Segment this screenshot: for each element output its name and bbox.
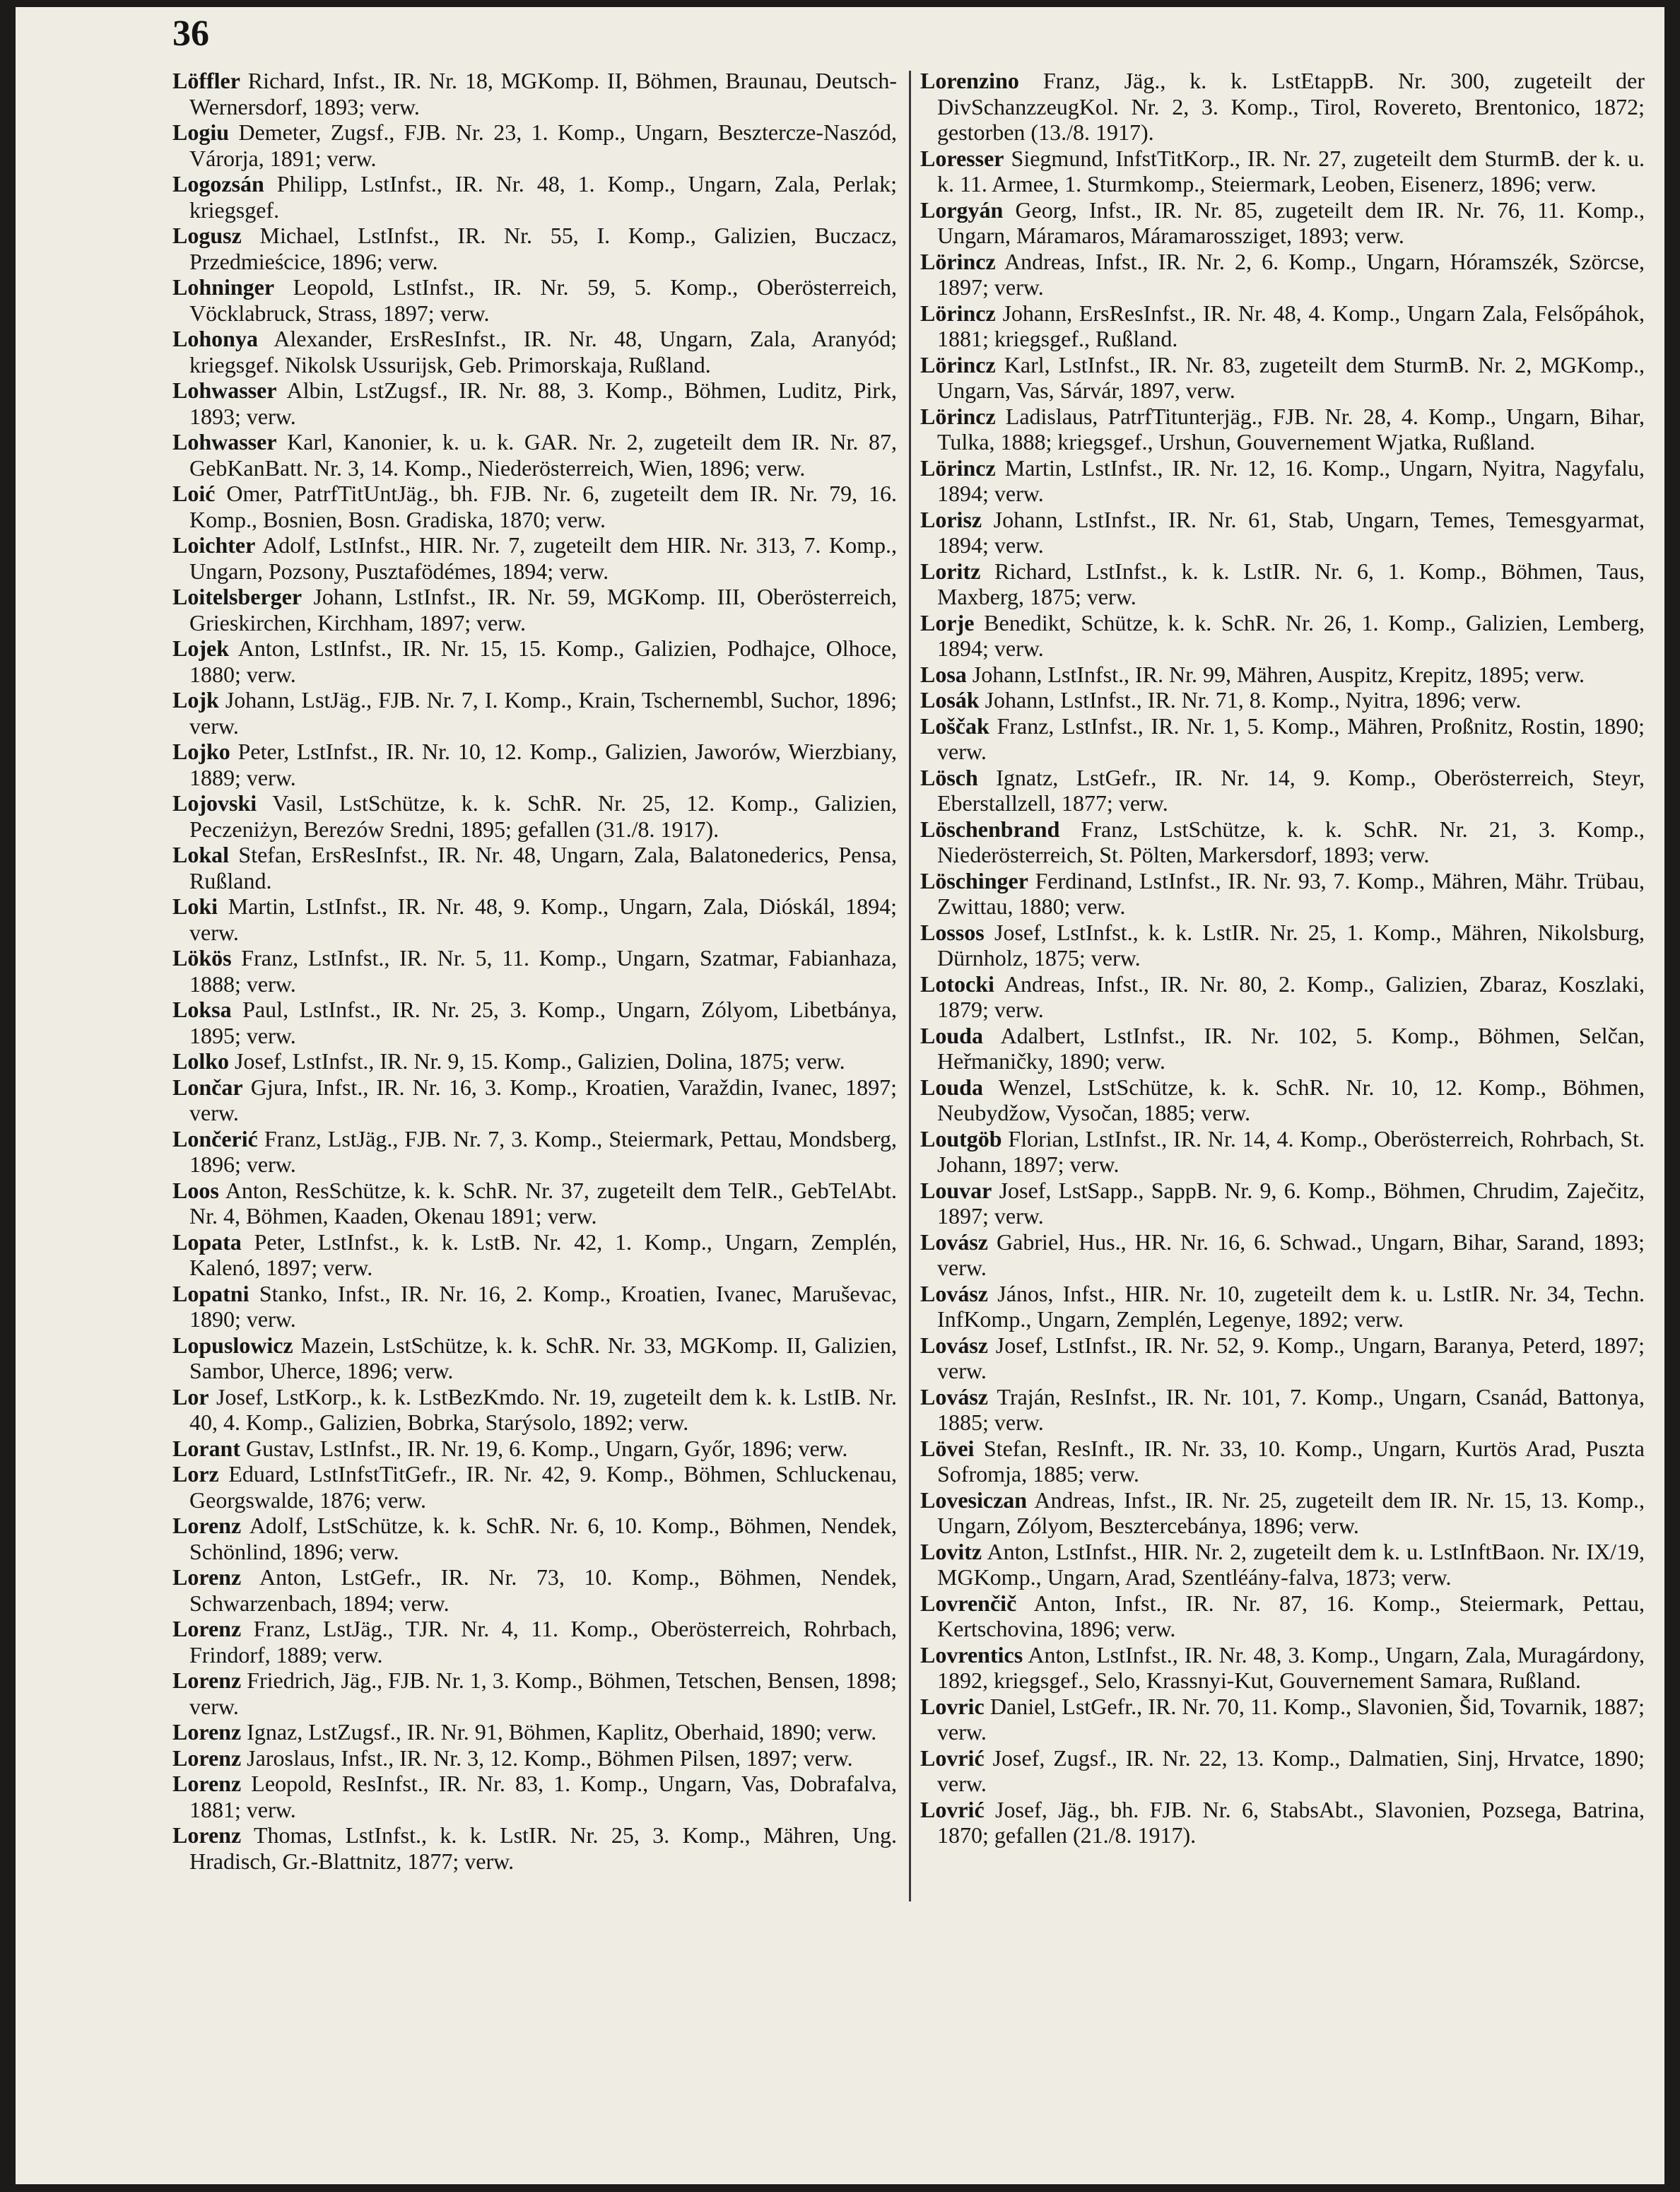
register-entry bbox=[172, 1668, 897, 1719]
entry-details: Anton, LstGefr., IR. Nr. 73, 10. Komp., Böhmen, Nendek, Schwarzenbach, 1894; verw. bbox=[189, 1564, 898, 1616]
entry-details: Michael, LstInfst., IR. Nr. 55, I. Komp., Galizien, Buczacz, Przedmieścice, 1896; verw. bbox=[189, 223, 898, 274]
entry-details: Ladislaus, PatrfTitunterjäg., FJB. Nr. 28, 4. Komp., Ungarn, Bihar, Tulka, 1888; kriegsgef., Urshun, Gouvernement Wjatka, Rußland. bbox=[937, 403, 1645, 455]
entry-surname: Lohninger bbox=[172, 274, 275, 300]
register-entry bbox=[172, 326, 897, 377]
register-entry bbox=[920, 68, 1645, 146]
entry-surname: Lorenz bbox=[172, 1564, 242, 1590]
entry-surname: Lopata bbox=[172, 1229, 242, 1255]
entry-surname: Lovrentics bbox=[920, 1641, 1023, 1668]
entry-details: Richard, LstInfst., k. k. LstIR. Nr. 6, 1. Komp., Böhmen, Taus, Maxberg, 1875; verw. bbox=[937, 558, 1645, 609]
entry-details: Franz, LstInfst., IR. Nr. 1, 5. Komp., Mähren, Proßnitz, Rostin, 1890; verw. bbox=[937, 713, 1645, 764]
register-entry bbox=[920, 404, 1645, 455]
entry-surname: Lorenzino bbox=[920, 68, 1019, 93]
entry-surname: Lorgyán bbox=[920, 197, 1004, 223]
entry-details: Albin, LstZugsf., IR. Nr. 88, 3. Komp., Böhmen, Luditz, Pirk, 1893; verw. bbox=[189, 377, 898, 429]
entry-details: Vasil, LstSchütze, k. k. SchR. Nr. 25, 12. Komp., Galizien, Peczeniżyn, Berezów Sredni, 1895; gefallen (31./8. 1917). bbox=[189, 790, 898, 842]
register-entry bbox=[172, 1048, 897, 1074]
entry-surname: Lohonya bbox=[172, 326, 258, 351]
register-entry bbox=[920, 1023, 1645, 1074]
entry-surname: Lorisz bbox=[920, 506, 982, 532]
entry-details: János, Infst., HIR. Nr. 10, zugeteilt dem k. u. LstIR. Nr. 34, Techn. InfKomp., Ungarn, Zemplén, Legenye, 1892; verw. bbox=[937, 1280, 1645, 1332]
entry-surname: Loutgöb bbox=[920, 1125, 1002, 1151]
entry-surname: Lorenz bbox=[172, 1822, 242, 1848]
entry-surname: Lörincz bbox=[920, 248, 996, 274]
entry-details: Martin, LstInfst., IR. Nr. 12, 16. Komp., Ungarn, Nyitra, Nagyfalu, 1894; verw. bbox=[937, 455, 1645, 506]
register-entry bbox=[920, 971, 1645, 1023]
register-entry bbox=[172, 1461, 897, 1513]
register-entry bbox=[172, 1281, 897, 1332]
entry-surname: Lolko bbox=[172, 1048, 230, 1074]
entry-details: Peter, LstInfst., IR. Nr. 10, 12. Komp., Galizien, Jaworów, Wierzbiany, 1889; verw. bbox=[189, 739, 898, 790]
entry-surname: Lohwasser bbox=[172, 429, 277, 455]
register-entry bbox=[920, 1229, 1645, 1281]
entry-details: Ignaz, LstZugsf., IR. Nr. 91, Böhmen, Kaplitz, Oberhaid, 1890; verw. bbox=[247, 1719, 877, 1745]
entry-details: Adalbert, LstInfst., IR. Nr. 102, 5. Komp., Böhmen, Selčan, Heřmaničky, 1890; verw. bbox=[937, 1022, 1645, 1074]
entry-surname: Lörincz bbox=[920, 403, 996, 429]
entry-surname: Loos bbox=[172, 1177, 219, 1203]
register-entry bbox=[172, 171, 897, 223]
register-entry bbox=[172, 1436, 897, 1462]
register-entry bbox=[920, 558, 1645, 610]
entry-surname: Louda bbox=[920, 1022, 983, 1048]
register-entry bbox=[172, 1513, 897, 1564]
entry-details: Anton, LstInfst., HIR. Nr. 2, zugeteilt dem k. u. LstInftBaon. Nr. IX/19, MGKomp., Ungarn, Arad, Szentléány-falva, 1873; verw. bbox=[937, 1538, 1645, 1590]
entry-surname: Lorz bbox=[172, 1461, 219, 1487]
register-entry bbox=[172, 1616, 897, 1668]
entry-surname: Lončar bbox=[172, 1074, 243, 1100]
entry-surname: Loitelsberger bbox=[172, 584, 302, 609]
entry-details: Franz, LstInfst., IR. Nr. 5, 11. Komp., Ungarn, Szatmar, Fabianhaza, 1888; verw. bbox=[189, 945, 898, 997]
column-divider bbox=[909, 71, 911, 1901]
page-number: 36 bbox=[172, 13, 209, 54]
register-entry bbox=[172, 1564, 897, 1616]
entry-surname: Lökös bbox=[172, 945, 232, 971]
entry-surname: Lovász bbox=[920, 1383, 988, 1409]
register-entry bbox=[920, 765, 1645, 816]
register-entry bbox=[920, 1642, 1645, 1694]
register-entry bbox=[920, 1178, 1645, 1229]
register-entry bbox=[172, 429, 897, 481]
entry-details: Benedikt, Schütze, k. k. SchR. Nr. 26, 1. Komp., Galizien, Lemberg, 1894; verw. bbox=[937, 609, 1645, 661]
entry-surname: Loki bbox=[172, 893, 218, 919]
entry-surname: Losák bbox=[920, 687, 980, 713]
register-entry bbox=[172, 687, 897, 739]
entry-details: Johann, LstJäg., FJB. Nr. 7, I. Komp., Krain, Tschernembl, Suchor, 1896; verw. bbox=[189, 687, 898, 739]
entry-surname: Lovász bbox=[920, 1280, 988, 1306]
register-entry bbox=[172, 223, 897, 274]
register-entry bbox=[172, 481, 897, 532]
register-entry bbox=[172, 1384, 897, 1436]
entry-details: Josef, LstKorp., k. k. LstBezKmdo. Nr. 19, zugeteilt dem k. k. LstIB. Nr. 40, 4. Komp., Galizien, Bobrka, Starýsolo, 1892; verw. bbox=[189, 1383, 898, 1435]
entry-surname: Loritz bbox=[920, 558, 981, 584]
entry-surname: Lor bbox=[172, 1383, 209, 1409]
register-entry bbox=[172, 377, 897, 429]
register-entry bbox=[920, 249, 1645, 300]
register-entry bbox=[920, 1281, 1645, 1332]
entry-details: Friedrich, Jäg., FJB. Nr. 1, 3. Komp., Böhmen, Tetschen, Bensen, 1898; verw. bbox=[189, 1668, 898, 1719]
entry-surname: Lovric bbox=[920, 1693, 985, 1719]
entry-details: Adolf, LstSchütze, k. k. SchR. Nr. 6, 10. Komp., Böhmen, Nendek, Schönlind, 1896; verw. bbox=[189, 1513, 898, 1564]
register-entry bbox=[920, 662, 1645, 688]
entry-surname: Lösch bbox=[920, 764, 978, 790]
entry-surname: Loresser bbox=[920, 145, 1004, 171]
entry-details: Anton, ResSchütze, k. k. SchR. Nr. 37, zugeteilt dem TelR., GebTelAbt. Nr. 4, Böhmen, Kaaden, Okenau 1891; verw. bbox=[189, 1177, 898, 1229]
entry-surname: Loščak bbox=[920, 713, 989, 739]
entry-surname: Lossos bbox=[920, 919, 985, 945]
register-entry bbox=[920, 1694, 1645, 1745]
register-entry bbox=[172, 1719, 897, 1745]
left-column bbox=[172, 68, 897, 1874]
entry-details: Andreas, Infst., IR. Nr. 80, 2. Komp., Galizien, Zbaraz, Koszlaki, 1879; verw. bbox=[937, 971, 1645, 1022]
entry-details: Richard, Infst., IR. Nr. 18, MGKomp. II, Böhmen, Braunau, Deutsch-Wernersdorf, 1893; verw. bbox=[189, 68, 898, 119]
entry-surname: Lojk bbox=[172, 687, 219, 713]
entry-details: Karl, LstInfst., IR. Nr. 83, zugeteilt dem SturmB. Nr. 2, MGKomp., Ungarn, Vas, Sárvár, 1897, verw. bbox=[937, 351, 1645, 403]
entry-details: Peter, LstInfst., k. k. LstB. Nr. 42, 1. Komp., Ungarn, Zemplén, Kalenó, 1897; verw. bbox=[189, 1229, 897, 1280]
register-entry bbox=[172, 274, 897, 326]
entry-details: Johann, ErsResInfst., IR. Nr. 48, 4. Komp., Ungarn Zala, Felsőpáhok, 1881; kriegsgef., Rußland. bbox=[937, 300, 1645, 351]
entry-surname: Lovrić bbox=[920, 1745, 985, 1771]
entry-details: Josef, Zugsf., IR. Nr. 22, 13. Komp., Dalmatien, Sinj, Hrvatce, 1890; verw. bbox=[937, 1745, 1645, 1796]
entry-surname: Lörincz bbox=[920, 300, 996, 326]
entry-surname: Lovász bbox=[920, 1229, 988, 1255]
register-entry bbox=[172, 1229, 897, 1281]
entry-surname: Lotocki bbox=[920, 971, 994, 997]
entry-details: Karl, Kanonier, k. u. k. GAR. Nr. 2, zugeteilt dem IR. Nr. 87, GebKanBatt. Nr. 3, 14. Komp., Niederösterreich, Wien, 1896; verw. bbox=[189, 429, 898, 481]
register-entry bbox=[920, 1487, 1645, 1539]
register-entry bbox=[172, 119, 897, 171]
entry-surname: Lopatni bbox=[172, 1280, 249, 1306]
entry-details: Josef, LstInfst., k. k. LstIR. Nr. 25, 1. Komp., Mähren, Nikolsburg, Dürnholz, 1875; verw. bbox=[937, 919, 1645, 971]
register-entry bbox=[172, 1771, 897, 1822]
entry-details: Johann, LstInfst., IR. Nr. 71, 8. Komp., Nyitra, 1896; verw. bbox=[985, 687, 1522, 713]
entry-surname: Loichter bbox=[172, 532, 256, 558]
entry-details: Traján, ResInfst., IR. Nr. 101, 7. Komp., Ungarn, Csanád, Battonya, 1885; verw. bbox=[937, 1383, 1645, 1435]
register-entry bbox=[172, 1332, 897, 1384]
register-entry bbox=[172, 945, 897, 997]
register-entry bbox=[172, 997, 897, 1048]
register-entry bbox=[920, 868, 1645, 920]
entry-details: Franz, LstSchütze, k. k. SchR. Nr. 21, 3. Komp., Niederösterreich, St. Pölten, Markersdorf, 1893; verw. bbox=[937, 816, 1645, 867]
entry-details: Anton, LstInfst., IR. Nr. 15, 15. Komp., Galizien, Podhajce, Olhoce, 1880; verw. bbox=[189, 635, 898, 687]
entry-surname: Lokal bbox=[172, 842, 230, 867]
entry-surname: Logusz bbox=[172, 223, 242, 248]
register-entry bbox=[172, 1126, 897, 1178]
register-entry bbox=[920, 1384, 1645, 1436]
entry-details: Thomas, LstInfst., k. k. LstIR. Nr. 25, 3. Komp., Mähren, Ung. Hradisch, Gr.-Blattnitz, 1877; verw. bbox=[189, 1822, 898, 1874]
entry-details: Florian, LstInfst., IR. Nr. 14, 4. Komp., Oberösterreich, Rohrbach, St. Johann, 1897; verw. bbox=[937, 1125, 1645, 1177]
entry-surname: Lovrić bbox=[920, 1796, 985, 1822]
entry-surname: Lohwasser bbox=[172, 377, 277, 403]
entry-details: Philipp, LstInfst., IR. Nr. 48, 1. Komp., Ungarn, Zala, Perlak; kriegsgef. bbox=[189, 171, 898, 223]
entry-details: Alexander, ErsResInfst., IR. Nr. 48, Ungarn, Zala, Aranyód; kriegsgef. Nikolsk Ussurijsk, Geb. Primorskaja, Rußland. bbox=[189, 326, 897, 377]
register-entry bbox=[920, 455, 1645, 507]
entry-details: Adolf, LstInfst., HIR. Nr. 7, zugeteilt dem HIR. Nr. 313, 7. Komp., Ungarn, Pozsony, Pusztafödémes, 1894; verw. bbox=[189, 532, 898, 584]
register-entry bbox=[920, 816, 1645, 868]
register-entry bbox=[172, 68, 897, 119]
entry-details: Josef, LstInfst., IR. Nr. 9, 15. Komp., Galizien, Dolina, 1875; verw. bbox=[235, 1048, 845, 1074]
register-entry bbox=[920, 713, 1645, 765]
register-entry bbox=[172, 739, 897, 790]
entry-surname: Lorant bbox=[172, 1435, 240, 1461]
entry-surname: Lojko bbox=[172, 739, 230, 764]
register-entry bbox=[920, 1797, 1645, 1848]
entry-details: Franz, Jäg., k. k. LstEtappB. Nr. 300, zugeteilt der DivSchanzzeugKol. Nr. 2, 3. Komp., Tirol, Rovereto, Brentonico, 1872; gestorben (13./8. 1917). bbox=[937, 68, 1645, 145]
register-entry bbox=[172, 1822, 897, 1874]
entry-details: Josef, LstInfst., IR. Nr. 52, 9. Komp., Ungarn, Baranya, Peterd, 1897; verw. bbox=[937, 1332, 1645, 1383]
entry-details: Johann, LstInfst., IR. Nr. 59, MGKomp. III, Oberösterreich, Grieskirchen, Kirchham, 1897; verw. bbox=[189, 584, 898, 635]
entry-details: Jaroslaus, Infst., IR. Nr. 3, 12. Komp., Böhmen Pilsen, 1897; verw. bbox=[247, 1745, 853, 1771]
entry-surname: Lovesiczan bbox=[920, 1487, 1028, 1513]
entry-surname: Losa bbox=[920, 661, 967, 687]
entry-details: Johann, LstInfst., IR. Nr. 61, Stab, Ungarn, Temes, Temesgyarmat, 1894; verw. bbox=[937, 506, 1645, 558]
entry-details: Gustav, LstInfst., IR. Nr. 19, 6. Komp., Ungarn, Győr, 1896; verw. bbox=[246, 1435, 848, 1461]
entry-surname: Lorenz bbox=[172, 1616, 242, 1641]
entry-details: Franz, LstJäg., FJB. Nr. 7, 3. Komp., Steiermark, Pettau, Mondsberg, 1896; verw. bbox=[189, 1125, 898, 1177]
entry-surname: Lojek bbox=[172, 635, 229, 661]
entry-details: Franz, LstJäg., TJR. Nr. 4, 11. Komp., Oberösterreich, Rohrbach, Frindorf, 1889; verw. bbox=[189, 1616, 898, 1668]
entry-surname: Loić bbox=[172, 481, 216, 506]
entry-details: Wenzel, LstSchütze, k. k. SchR. Nr. 10, 12. Komp., Böhmen, Neubydžow, Vysočan, 1885; verw. bbox=[937, 1074, 1645, 1125]
entry-details: Stanko, Infst., IR. Nr. 16, 2. Komp., Kroatien, Ivanec, Maruševac, 1890; verw. bbox=[189, 1280, 898, 1332]
register-entry bbox=[920, 610, 1645, 662]
entry-surname: Löffler bbox=[172, 68, 240, 93]
entry-surname: Lorenz bbox=[172, 1745, 242, 1771]
entry-details: Siegmund, InfstTitKorp., IR. Nr. 27, zugeteilt dem SturmB. der k. u. k. 11. Armee, 1. Sturmkomp., Steiermark, Leoben, Eisenerz, 1896; verw. bbox=[937, 145, 1645, 197]
entry-surname: Lopuslowicz bbox=[172, 1332, 293, 1358]
register-entry bbox=[920, 300, 1645, 352]
entry-details: Stefan, ErsResInfst., IR. Nr. 48, Ungarn, Zala, Balatonederics, Pensa, Rußland. bbox=[189, 842, 898, 893]
entry-surname: Löschenbrand bbox=[920, 816, 1060, 842]
entry-details: Martin, LstInfst., IR. Nr. 48, 9. Komp., Ungarn, Zala, Dióskál, 1894; verw. bbox=[189, 893, 898, 945]
register-entry bbox=[920, 1436, 1645, 1487]
register-entry bbox=[172, 842, 897, 893]
entry-details: Paul, LstInfst., IR. Nr. 25, 3. Komp., Ungarn, Zólyom, Libetbánya, 1895; verw. bbox=[189, 997, 898, 1048]
entry-details: Josef, Jäg., bh. FJB. Nr. 6, StabsAbt., Slavonien, Pozsega, Batrina, 1870; gefallen (21./8. 1917). bbox=[937, 1796, 1645, 1848]
entry-surname: Lörincz bbox=[920, 351, 996, 377]
entry-details: Leopold, LstInfst., IR. Nr. 59, 5. Komp., Oberösterreich, Vöcklabruck, Strass, 1897; verw. bbox=[189, 274, 898, 326]
entry-details: Anton, LstInfst., IR. Nr. 48, 3. Komp., Ungarn, Zala, Muragárdony, 1892, kriegsgef., Selo, Krassnyi-Kut, Gouvernement Samara, Rußland. bbox=[937, 1641, 1645, 1693]
entry-surname: Louda bbox=[920, 1074, 983, 1100]
entry-details: Gjura, Infst., IR. Nr. 16, 3. Komp., Kroatien, Varaždin, Ivanec, 1897; verw. bbox=[189, 1074, 898, 1125]
entry-surname: Lorenz bbox=[172, 1719, 242, 1745]
register-entry bbox=[920, 1539, 1645, 1590]
entry-surname: Lövei bbox=[920, 1435, 975, 1461]
register-entry bbox=[920, 1126, 1645, 1178]
entry-surname: Lörincz bbox=[920, 455, 996, 481]
register-entry bbox=[172, 635, 897, 687]
register-entry bbox=[920, 1074, 1645, 1126]
document-page bbox=[16, 7, 1664, 2184]
entry-surname: Lorenz bbox=[172, 1513, 242, 1538]
entry-details: Eduard, LstInfstTitGefr., IR. Nr. 42, 9. Komp., Böhmen, Schluckenau, Georgswalde, 1876; verw. bbox=[189, 1461, 898, 1513]
entry-surname: Lovrenčič bbox=[920, 1590, 1017, 1616]
entry-surname: Löschinger bbox=[920, 867, 1028, 893]
register-entry bbox=[172, 1074, 897, 1126]
entry-surname: Lončerić bbox=[172, 1125, 258, 1151]
register-entry bbox=[172, 1178, 897, 1229]
entry-details: Ignatz, LstGefr., IR. Nr. 14, 9. Komp., Oberösterreich, Steyr, Eberstallzell, 1877; verw. bbox=[937, 764, 1645, 816]
entry-details: Ferdinand, LstInfst., IR. Nr. 93, 7. Komp., Mähren, Mähr. Trübau, Zwittau, 1880; verw. bbox=[937, 867, 1645, 919]
entry-details: Demeter, Zugsf., FJB. Nr. 23, 1. Komp., Ungarn, Besztercze-Naszód, Várorja, 1891; verw. bbox=[189, 119, 898, 171]
entry-details: Leopold, ResInfst., IR. Nr. 83, 1. Komp., Ungarn, Vas, Dobrafalva, 1881; verw. bbox=[189, 1771, 898, 1822]
entry-surname: Lorenz bbox=[172, 1668, 242, 1693]
register-entry bbox=[920, 1332, 1645, 1384]
register-entry bbox=[920, 352, 1645, 404]
register-entry bbox=[172, 584, 897, 635]
register-entry bbox=[920, 687, 1645, 713]
register-entry bbox=[172, 790, 897, 842]
register-entry bbox=[920, 920, 1645, 971]
register-entry bbox=[920, 146, 1645, 197]
entry-surname: Loksa bbox=[172, 997, 232, 1022]
register-entry bbox=[920, 507, 1645, 558]
entry-details: Anton, Infst., IR. Nr. 87, 16. Komp., Steiermark, Pettau, Kertschovina, 1896; verw. bbox=[937, 1590, 1645, 1641]
register-entry bbox=[172, 532, 897, 584]
entry-surname: Lojovski bbox=[172, 790, 257, 816]
entry-details: Omer, PatrfTitUntJäg., bh. FJB. Nr. 6, zugeteilt dem IR. Nr. 79, 16. Komp., Bosnien, Bosn. Gradiska, 1870; verw. bbox=[189, 481, 897, 532]
entry-details: Daniel, LstGefr., IR. Nr. 70, 11. Komp., Slavonien, Šid, Tovarnik, 1887; verw. bbox=[937, 1693, 1645, 1745]
entry-surname: Lorje bbox=[920, 609, 975, 635]
entry-details: Andreas, Infst., IR. Nr. 25, zugeteilt dem IR. Nr. 15, 13. Komp., Ungarn, Zólyom, Besztercebánya, 1896; verw. bbox=[937, 1487, 1645, 1538]
register-entry bbox=[920, 197, 1645, 249]
entry-surname: Logiu bbox=[172, 119, 230, 145]
entry-surname: Logozsán bbox=[172, 171, 264, 197]
register-entry bbox=[920, 1590, 1645, 1642]
entry-details: Georg, Infst., IR. Nr. 85, zugeteilt dem IR. Nr. 76, 11. Komp., Ungarn, Máramaros, Máramarossziget, 1893; verw. bbox=[937, 197, 1645, 248]
entry-surname: Lovász bbox=[920, 1332, 988, 1358]
register-entry bbox=[920, 1745, 1645, 1797]
entry-surname: Lorenz bbox=[172, 1771, 242, 1796]
entry-details: Josef, LstSapp., SappB. Nr. 9, 6. Komp., Böhmen, Chrudim, Zaječitz, 1897; verw. bbox=[937, 1177, 1645, 1229]
entry-details: Mazein, LstSchütze, k. k. SchR. Nr. 33, MGKomp. II, Galizien, Sambor, Uherce, 1896; verw. bbox=[189, 1332, 898, 1383]
entry-details: Stefan, ResInft., IR. Nr. 33, 10. Komp., Ungarn, Kurtös Arad, Puszta Sofromja, 1885; verw. bbox=[937, 1435, 1645, 1487]
entry-surname: Lovitz bbox=[920, 1538, 982, 1564]
entry-details: Johann, LstInfst., IR. Nr. 99, Mähren, Auspitz, Krepitz, 1895; verw. bbox=[972, 661, 1585, 687]
entry-details: Gabriel, Hus., HR. Nr. 16, 6. Schwad., Ungarn, Bihar, Sarand, 1893; verw. bbox=[937, 1229, 1645, 1280]
entry-surname: Louvar bbox=[920, 1177, 992, 1203]
register-entry bbox=[172, 1745, 897, 1771]
register-entry bbox=[172, 893, 897, 945]
right-column bbox=[920, 68, 1645, 1848]
entry-details: Andreas, Infst., IR. Nr. 2, 6. Komp., Ungarn, Hóramszék, Szörcse, 1897; verw. bbox=[937, 248, 1645, 300]
